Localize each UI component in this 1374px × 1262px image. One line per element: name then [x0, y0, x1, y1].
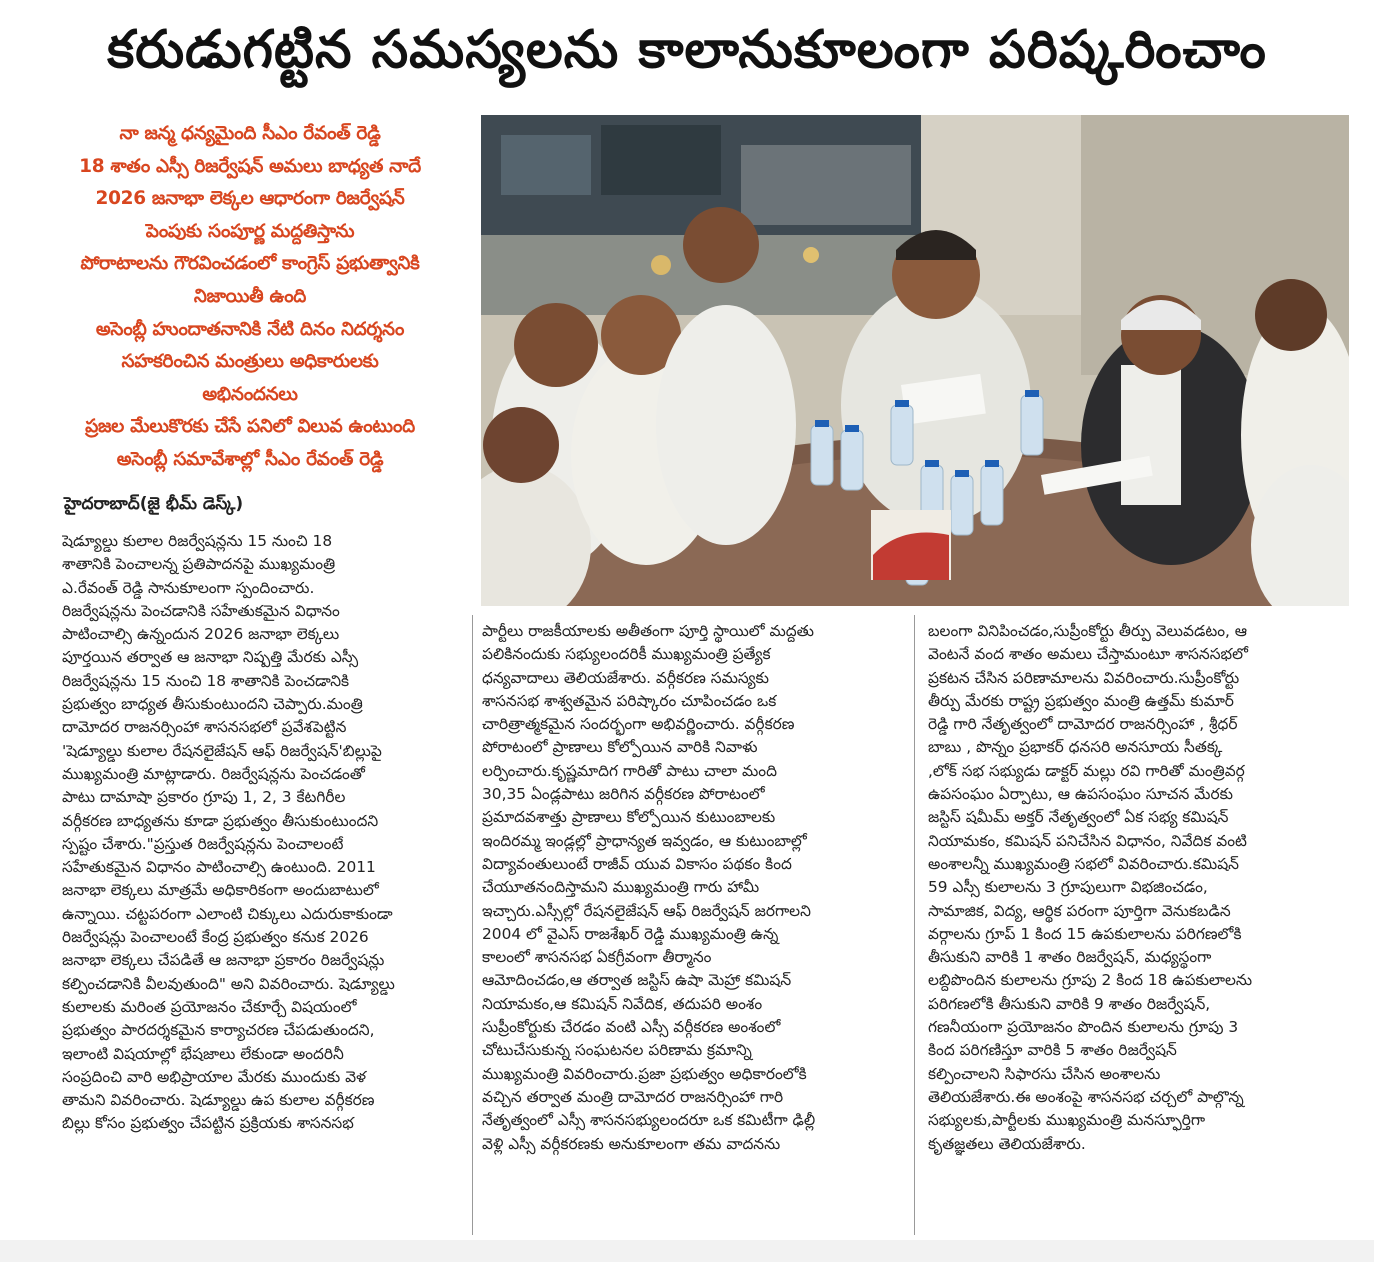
article-column-3	[928, 620, 1348, 1156]
body-line: ప్రమాదవశాత్తు ప్రాణాలు కోల్పోయిన కుటుంబాలకు	[482, 808, 776, 827]
article-column-2	[482, 620, 900, 1156]
body-line: 59 ఎస్సీ కులాలను 3 గ్రూపులుగా విభజించడం,	[928, 878, 1208, 897]
body-line: చోటుచేసుకున్న సంఘటనల పరిణామ క్రమాన్ని	[482, 1041, 752, 1060]
body-line: ప్రభుత్వం పారదర్శకమైన కార్యాచరణ చేపడుతుందని,	[62, 1021, 375, 1040]
body-line: తెలియజేశారు.ఈ అంశంపై శాసనసభ చర్చలో పాల్గొన్న	[928, 1087, 1244, 1106]
body-line: శాసనసభ శాశ్వతమైన పరిష్కారం చూపించడం ఒక	[482, 691, 777, 710]
body-line: రిజర్వేషన్లను పెంచడానికి సహేతుకమైన విధానం	[62, 601, 340, 620]
highlight-line: 18 శాతం ఎస్సీ రిజర్వేషన్ అమలు బాధ్యత నాదే	[79, 155, 421, 177]
highlight-line: అసెంబ్లీ సమావేశాల్లో సీఎం రేవంత్ రెడ్డి	[116, 448, 384, 470]
body-line: ఉన్నాయి. చట్టపరంగా ఎలాంటి చిక్కులు ఎదురుకాకుండా	[62, 904, 393, 923]
body-line: ప్రకటన చేసిన పరిణామాలను వివరించారు.సుప్రీంకోర్టు	[928, 668, 1240, 687]
body-line: ,లోక్ సభ సభ్యుడు డాక్టర్ మల్లు రవి గారితో మంత్రివర్గ	[928, 761, 1245, 780]
body-line: కల్పించడానికి వీలవుతుంది" అని వివరించారు. షెడ్యూల్డు	[62, 974, 395, 993]
body-line: సామాజిక, విద్య, ఆర్థిక పరంగా పూర్తిగా వెనుకబడిన	[928, 901, 1231, 920]
body-line: బాబు , పొన్నం ప్రభాకర్ ధనసరి అనసూయ సీతక్క	[928, 738, 1223, 757]
body-line: ఉపసంఘం ఏర్పాటు, ఆ ఉపసంఘం సూచన మేరకు	[928, 785, 1233, 804]
highlight-line: అసెంబ్లీ హుందాతనానికి నేటి దినం నిదర్శనం	[95, 318, 405, 340]
highlight-line: సహకరించిన మంత్రులు అధికారులకు	[121, 351, 379, 373]
body-line: నియామకం, కమిషన్ పనిచేసిన విధానం, నివేదిక వంటి	[928, 831, 1247, 850]
body-line: సుప్రీంకోర్టుకు చేరడం వంటి ఎస్సీ వర్గీకరణ అంశంలో	[482, 1018, 781, 1037]
body-line: తామని వివరించారు. షెడ్యూల్డు ఉప కులాల వర్గీకరణ	[62, 1091, 375, 1110]
highlights-box	[30, 118, 470, 488]
highlight-line: పెంపుకు సంపూర్ణ మద్దతిస్తాను	[145, 220, 355, 242]
body-line: సహేతుకమైన విధానం పాటించాల్సి ఉంటుంది. 2011	[62, 858, 376, 877]
highlight-line: నిజాయితీ ఉంది	[193, 285, 307, 307]
body-line: తీసుకుని వారికి 1 శాతం రిజర్వేషన్, మధ్యస్థంగా	[928, 948, 1212, 967]
body-line: సభ్యులకు,పార్టీలకు ముఖ్యమంత్రి మనస్ఫూర్తిగా	[928, 1111, 1206, 1130]
body-line: జస్టిస్ షమీమ్ అక్తర్ నేతృత్వంలో ఏక సభ్య కమిషన్	[928, 808, 1229, 827]
body-line: సంప్రదించి వారి అభిప్రాయాల మేరకు ముందుకు వెళ	[62, 1067, 367, 1086]
body-line: నేతృత్వంలో ఎస్సీ శాసనసభ్యులందరూ ఒక కమిటీగా ఢిల్లీ	[482, 1111, 816, 1130]
body-line: పార్టీలు రాజకీయాలకు అతీతంగా పూర్తి స్థాయిలో మద్దతు	[482, 622, 814, 640]
body-line: గణనీయంగా ప్రయోజనం పొందిన కులాలను గ్రూపు 3	[928, 1018, 1239, 1037]
headline: కరుడుగట్టిన సమస్యలను కాలానుకూలంగా పరిష్కరించాం	[107, 20, 1267, 80]
body-line: దామోదర రాజనర్సింహా శాసనసభలో ప్రవేశపెట్టిన	[62, 718, 347, 737]
dateline: హైదరాబాద్(జై భీమ్ డెస్క్)	[64, 494, 244, 514]
highlight-line: నా జన్మ ధన్యమైంది సీఎం రేవంత్ రెడ్డి	[119, 123, 381, 144]
body-line: శాతానికి పెంచాలన్న ప్రతిపాదనపై ముఖ్యమంత్రి	[62, 555, 336, 574]
body-line: కృతజ్ఞతలు తెలియజేశారు.	[928, 1134, 1086, 1153]
body-line: పాటించాల్సి ఉన్నందున 2026 జనాభా లెక్కలు	[62, 625, 340, 644]
body-line: ముఖ్యమంత్రి మాట్లాడారు. రిజర్వేషన్లను పెంచడంతో	[62, 764, 365, 783]
body-line: ఎ.రేవంత్ రెడ్డి సానుకూలంగా స్పందించారు.	[62, 578, 315, 597]
body-line: ధన్యవాదాలు తెలియజేశారు. వర్గీకరణ సమస్యకు	[482, 668, 769, 687]
body-line: 30,35 ఏండ్లపాటు జరిగిన వర్గీకరణ పోరాటంలో	[482, 785, 765, 804]
body-line: ఇందిరమ్మ ఇండ్లల్లో ప్రాధాన్యత ఇవ్వడం, ఆ కుటుంబాల్లో	[482, 831, 807, 850]
body-line: వెంటనే వంద శాతం అమలు చేస్తామంటూ శాసనసభలో	[928, 645, 1248, 664]
body-line: పరిగణలోకి తీసుకుని వారికి 9 శాతం రిజర్వేషన్,	[928, 994, 1211, 1013]
highlight-line: ప్రజల మేలుకొరకు చేసే పనిలో విలువ ఉంటుంది	[85, 416, 415, 438]
body-line: బలంగా వినిపించడం,సుప్రీంకోర్టు తీర్పు వెలువడటం, ఆ	[928, 622, 1248, 640]
highlight-line: 2026 జనాభా లెక్కల ఆధారంగా రిజర్వేషన్	[95, 188, 405, 210]
body-line: బిల్లు కోసం ప్రభుత్వం చేపట్టిన ప్రక్రియకు శాసనసభ	[62, 1114, 354, 1133]
body-line: నియామకం,ఆ కమిషన్ నివేదిక, తదుపరి అంశం	[482, 994, 763, 1013]
body-line: పోరాటంలో ప్రాణాలు కోల్పోయిన వారికి నివాళు	[482, 738, 758, 757]
article-column-1	[62, 530, 464, 1136]
highlight-line: పోరాటాలను గౌరవించడంలో కాంగ్రెస్ ప్రభుత్వానికి	[80, 253, 420, 275]
body-line: కాలంలో శాసనసభ ఏకగ్రీవంగా తీర్మానం	[482, 948, 712, 967]
body-line: కులాలకు మరింత ప్రయోజనం చేకూర్చే విషయంలో	[62, 997, 357, 1016]
body-line: జనాభా లెక్కలు మాత్రమే అధికారికంగా అందుబాటులో	[62, 881, 379, 900]
body-line: 2004 లో వైఎస్ రాజశేఖర్ రెడ్డి ముఖ్యమంత్రి ఉన్న	[482, 924, 779, 943]
body-line: జనాభా లెక్కలు చేపడితే ఆ జనాభా ప్రకారం రిజర్వేషన్లు	[62, 951, 385, 970]
body-line: 'షెడ్యూల్డు కులాల రేషనలైజేషన్ ఆఫ్ రిజర్వేషన్'బిల్లుపై	[62, 741, 382, 760]
body-line: ఇలాంటి విషయాల్లో భేషజాలు లేకుండా అందరినీ	[62, 1044, 344, 1063]
body-line: అంశాలన్నీ ముఖ్యమంత్రి సభలో వివరించారు.కమిషన్	[928, 854, 1239, 873]
body-line: తీర్పు మేరకు రాష్ట్ర ప్రభుత్వం మంత్రి ఉత్తమ్ కుమార్	[928, 691, 1234, 710]
body-line: ప్రభుత్వం బాధ్యత తీసుకుంటుందని చెప్పారు.మంత్రి	[62, 695, 363, 714]
body-line: ఆమోదించడం,ఆ తర్వాత జస్టిస్ ఉషా మెహ్రా కమిషన్	[482, 971, 792, 990]
column-divider	[914, 615, 915, 1235]
body-line: రెడ్డి గారి నేతృత్వంలో దామోదర రాజనర్సింహా , శ్రీధర్	[928, 715, 1238, 734]
body-line: విద్యావంతులుంటే రాజీవ్ యువ వికాసం పథకం కింద	[482, 854, 792, 873]
body-line: షెడ్యూల్డు కులాల రిజర్వేషన్లను 15 నుంచి 18	[62, 532, 333, 550]
meeting-photo-illustration	[481, 115, 1349, 606]
body-line: వర్గాలను గ్రూప్ 1 కింద 15 ఉపకులాలను పరిగణలోకి	[928, 924, 1242, 943]
body-line: స్పష్టం చేశారు."ప్రస్తుత రిజర్వేషన్లను పెంచాలంటే	[62, 834, 344, 853]
body-line: లబ్దిపొందిన కులాలను గ్రూపు 2 కింద 18 ఉపకులాలను	[928, 971, 1253, 990]
column-divider	[472, 615, 473, 1235]
body-line: రిజర్వేషన్లను 15 నుంచి 18 శాతానికి పెంచడానికి	[62, 671, 350, 690]
body-line: కింద పరిగణిస్తూ వారికి 5 శాతం రిజర్వేషన్	[928, 1041, 1177, 1060]
body-line: పూర్తయిన తర్వాత ఆ జనాభా నిష్పత్తి మేరకు ఎస్సీ	[62, 648, 359, 667]
body-line: వర్గీకరణ బాధ్యతను కూడా ప్రభుత్వం తీసుకుంటుందని	[62, 811, 379, 830]
body-line: కల్పించాలని సిఫారసు చేసిన అంశాలను	[928, 1064, 1161, 1083]
news-photo	[481, 115, 1349, 606]
body-line: లర్పించారు.కృష్ణమాదిగ గారితో పాటు చాలా మంది	[482, 761, 777, 780]
page-bottom-band	[0, 1240, 1374, 1262]
highlight-line: అభినందనలు	[202, 383, 298, 405]
body-line: చారిత్రాత్మకమైన సందర్భంగా అభివర్ణించారు. వర్గీకరణ	[482, 715, 795, 734]
body-line: వెళ్లి ఎస్సీ వర్గీకరణకు అనుకూలంగా తమ వాదనను	[482, 1134, 781, 1153]
body-line: ఇచ్చారు.ఎస్సీల్లో రేషనలైజేషన్ ఆఫ్ రిజర్వేషన్ జరగాలని	[482, 901, 811, 920]
body-line: రిజర్వేషన్లు పెంచాలంటే కేంద్ర ప్రభుత్వం కనుక 2026	[62, 928, 369, 947]
body-line: పాటు దామాషా ప్రకారం గ్రూపు 1, 2, 3 కేటగిరీల	[62, 788, 346, 807]
body-line: వచ్చిన తర్వాత మంత్రి దామోదర రాజనర్సింహా గారి	[482, 1087, 784, 1106]
body-line: పలికినందుకు సభ్యులందరికీ ముఖ్యమంత్రి ప్రత్యేక	[482, 645, 771, 664]
body-line: చేయూతనందిస్తామని ముఖ్యమంత్రి గారు హామీ	[482, 878, 760, 897]
body-line: ముఖ్యమంత్రి వివరించారు.ప్రజా ప్రభుత్వం అధికారంలోకి	[482, 1064, 807, 1083]
